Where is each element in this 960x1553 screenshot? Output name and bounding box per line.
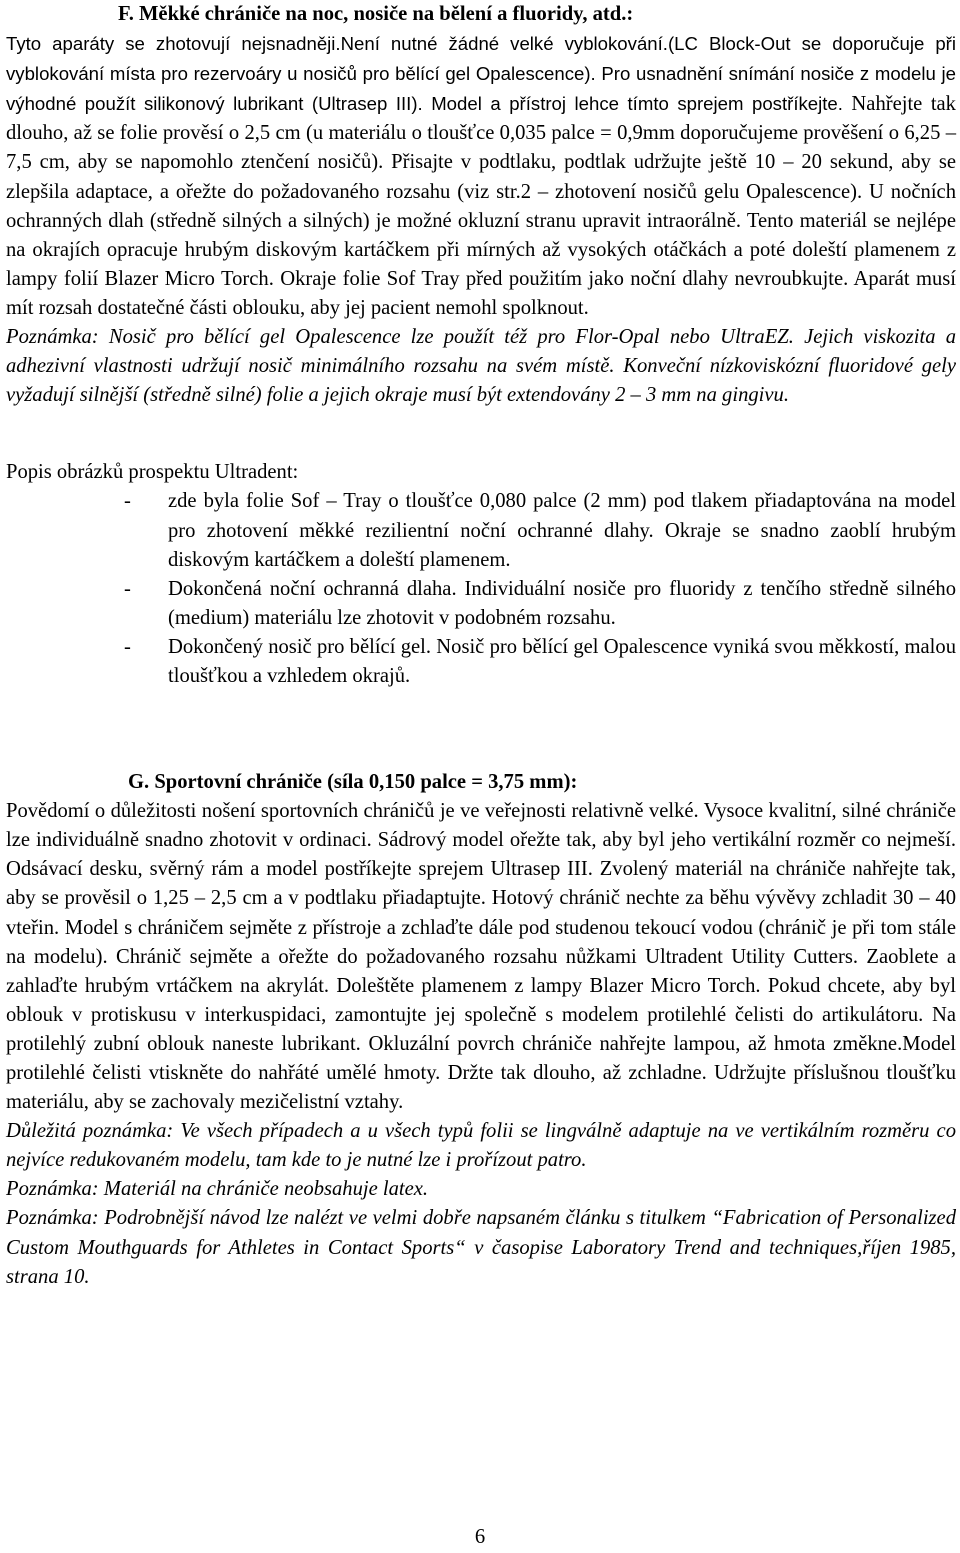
section-f-sentence-4: Tento materiál se nejlépe na okrajích opracuje hrubým diskovým kartáčkem při mírných až vysokých otáčkách a poté doleští plamenem z lampy folií Blazer Micro Torch. Okraje folie Sof Tray před použitím jako noční dlahy nevroubkujte. Aparát musí mít rozsah dostatečné části oblouku, aby jej pacient nemohl spolknout. [6,209,956,319]
section-f-note: Poznámka: Nosič pro bělící gel Opalescence lze použít též pro Flor-Opal nebo UltraEZ. Jejich viskozita a adhezivní vlastnosti udržují nosič minimálního rozsahu na svém místě. Konveční nízkoviskózní fluoridové gely vyžadují silnější (středně silné) folie a jejich okraje musí být extendovány 2 – 3 mm na gingivu. [6,326,956,407]
dash-marker: - [124,635,131,658]
page-number: 6 [474,1526,486,1548]
prospekt-item-2 [6,575,956,633]
section-f-heading: F. Měkké chrániče na noc, nosiče na bělení a fluoridy, atd.: [118,3,634,25]
prospekt-item-3 [6,633,956,691]
section-f-body [6,29,956,323]
section-g-reference-note: Poznámka: Podrobnější návod lze nalézt ve velmi dobře napsaném článku s titulkem “Fabrication of Personalized Custom Mouthguards for Athletes in Contact Sports“ v časopise Laboratory Trend and techniques,říjen 1985, strana 10. [6,1207,956,1288]
prospekt-item-text: Dokončený nosič pro bělící gel. Nosič pro bělící gel Opalescence vyniká svou měkkostí, malou tloušťkou a vzhledem okrajů. [168,635,956,687]
section-g-body: Povědomí o důležitosti nošení sportovních chráničů je ve veřejnosti relativně velké. Vysoce kvalitní, silné chrániče lze individuálně snadno zhotovit v ordinaci. Sádrový model ořežte tak, aby byl jeho vertikální rozměr co nejmeší. Odsávací desku, svěrný rám a model postříkejte sprejem Ultrasep III. Zvolený materiál na chrániče nahřejte tak, aby se prověsil o 1,25 – 2,5 cm a v podtlaku přiadaptujte. Hotový chránič nechte za běhu vývěvy zchladit 30 – 40 vteřin. Model s chráničem sejměte z přístroje a zchlaďte dále pod studenou tekoucí vodou (chránič je při tom stále na modelu). Chránič sejměte a ořežte do požadovaného rozsahu nůžkami Ultradent Utility Cutters. Zaoblete a zahlaďte hrubým vrtáčkem na akrylát. Doleštěte plamenem z lampy Blazer Micro Torch. Pokud chcete, aby byl oblouk v protiskusu v interkuspidaci, zamontujte jej společně s modelem protilehlé čelisti do artikulátoru. Na protilehlý zubní oblouk naneste lubrikant. Okluzální povrch chrániče nahřejte lampou, až hmota změkne.Model protilehlé čelisti vtiskněte do nahřáté umělé hmoty. Držte tak dlouho, až zchladne. Udržujte příslušnou tloušťku materiálu, aby se zachovaly mezičelistní vztahy. [6,800,956,1114]
prospekt-list [6,487,956,691]
document-page [6,0,956,1292]
section-f-sentence-2: Pro usnadnění snímání nosiče z modelu je výhodné použít silikonový lubrikant (Ultrasep III). Model a přístroj lehce tímto sprejem postříkejte. [6,63,957,115]
spacer [6,410,956,458]
section-f-sentence-1: Tyto aparáty se zhotovují nejsnadněji.Není nutné žádné velké vyblokování.(LC Block-Out se doporučuje při vyblokování místa pro rezervoáry u nosičů pro bělící gel Opalescence). [6,33,956,85]
prospekt-item-text: zde byla folie Sof – Tray o tloušťce 0,080 palce (2 mm) pod tlakem přiadaptována na model pro zhotovení měkké rezilientní noční ochranné dlahy. Okraje se snadno zaoblí hrubým diskovým kartáčkem a doleští plamenem. [168,490,956,571]
dash-marker: - [124,490,131,513]
prospekt-item-text: Dokončená noční ochranná dlaha. Individuální nosiče pro fluoridy z tenčího středně silného (medium) materiálu lze zhotovit v podobném rozsahu. [168,577,956,629]
section-f-sentence-3: Nahřejte tak dlouho, až se folie prověsí o 2,5 cm (u materiálu o tloušťce 0,035 palce = 0,9mm doporučujeme prověšení o 6,25 – 7,5 cm, aby se napomohlo ztenčení nosičů). Přisajte v podtlaku, podtlak udržujte ještě 10 – 20 sekund, aby se zlepšila adaptace, a ořežte do požadovaného rozsahu (viz str.2 – zhotovení nosičů gelu Opalescence). U nočních ochranných dlah (středně silných a silných) je možné okluzní stranu upravit intraorálně. [6,93,956,232]
dash-marker: - [124,577,131,600]
section-g-heading: G. Sportovní chrániče (síla 0,150 palce = 3,75 mm): [128,771,578,794]
prospekt-item-1 [6,487,956,574]
spacer [6,739,956,768]
section-g-important-note: Důležitá poznámka: Ve všech případech a u všech typů folii se lingválně adaptuje na ve vertikálním rozměru co nejvíce redukovaném modelu, tam kde to je nutné lze i prořízout patro. [6,1120,956,1172]
section-g-latex-note: Poznámka: Materiál na chrániče neobsahuje latex. [6,1178,429,1201]
prospekt-title: Popis obrázků prospektu Ultradent: [6,461,299,484]
spacer [6,691,956,739]
